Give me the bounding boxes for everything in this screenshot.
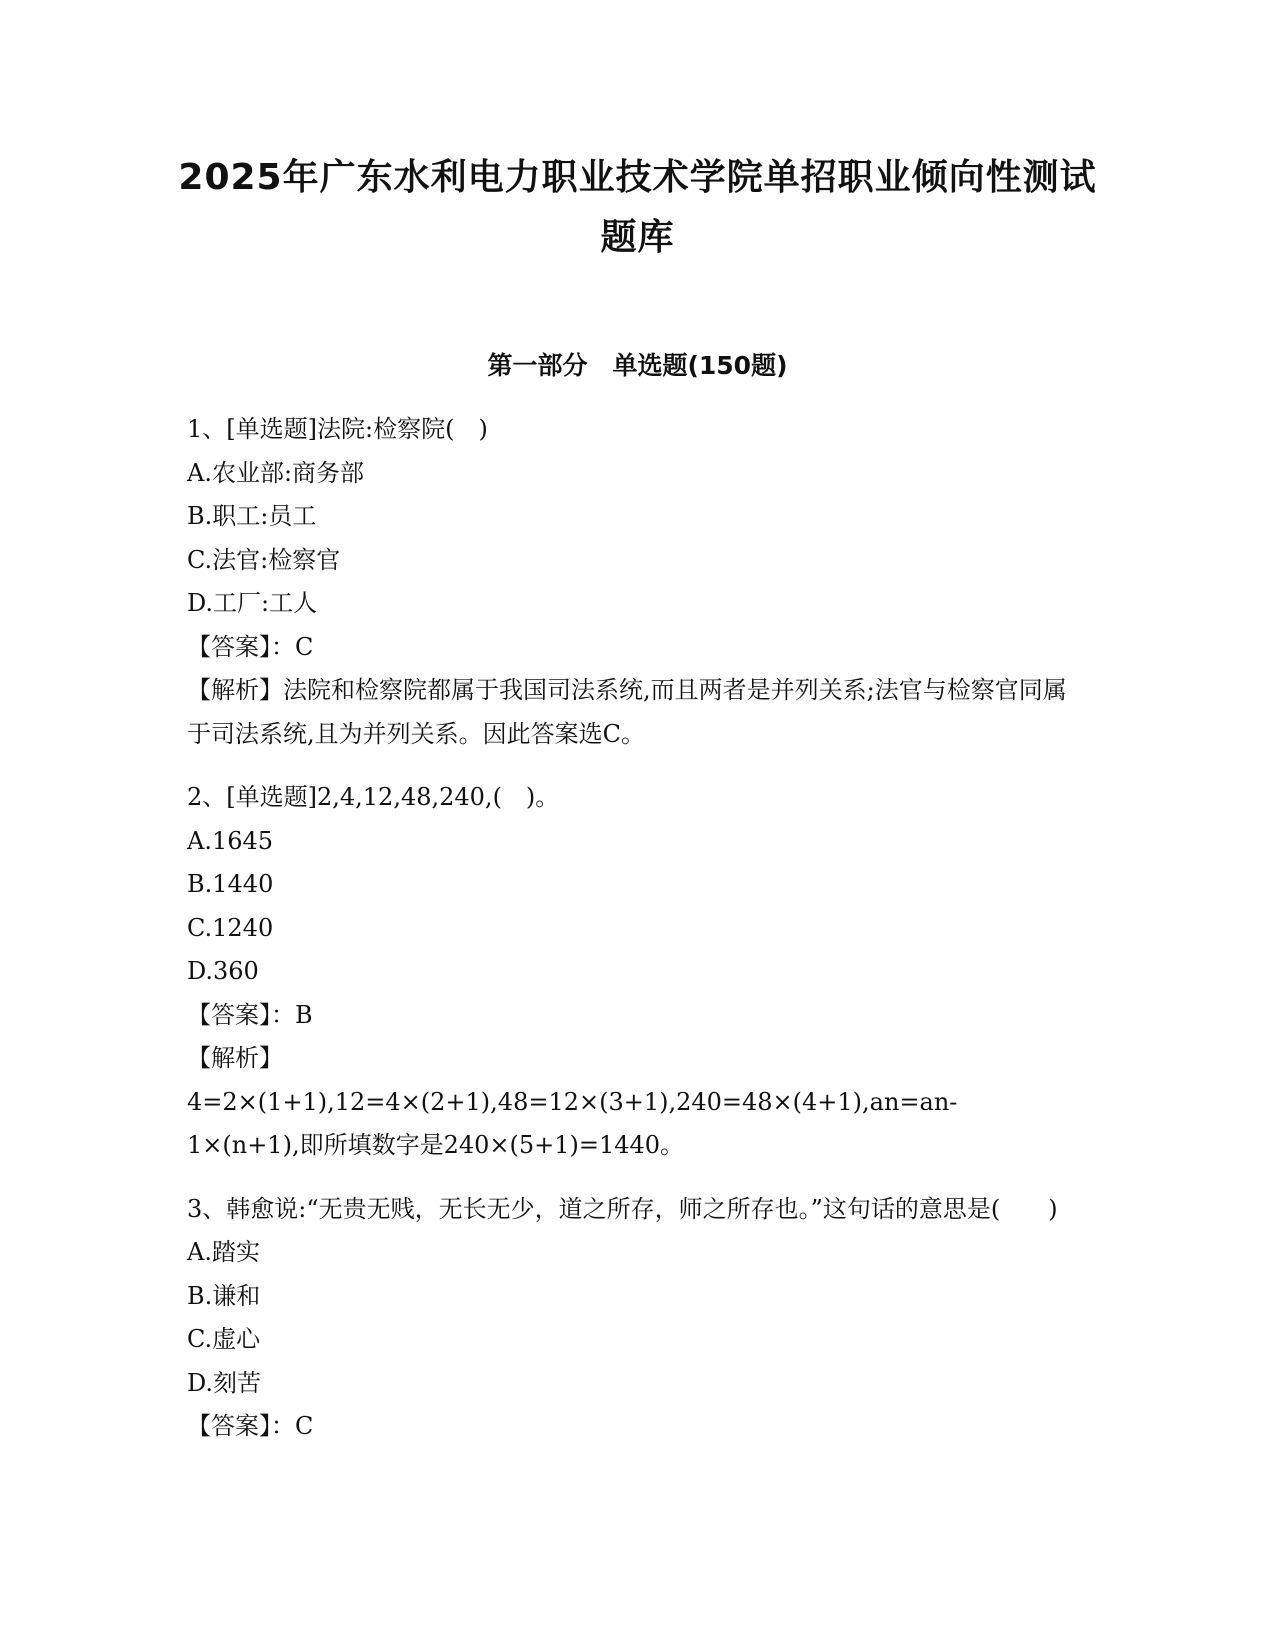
question-list bbox=[187, 408, 1067, 1469]
explanation-label: 【解析】 bbox=[187, 676, 283, 704]
question-1 bbox=[187, 408, 1067, 756]
section-title: 第一部分 单选题(150题) bbox=[487, 351, 788, 380]
question-stem: 3、韩愈说:“无贵无贱，无长无少，道之所存，师之所存也。”这句话的意思是( ) bbox=[187, 1194, 1058, 1223]
option-a: A.1645 bbox=[187, 826, 274, 855]
option-c: C.法官:检察官 bbox=[187, 545, 341, 574]
answer: 【答案】：C bbox=[187, 632, 314, 661]
explanation-text: 4=2×(1+1),12=4×(2+1),48=12×(3+1),240=48×(4+1),an=an-1×(n+1),即所填数字是240×(5+1)=1440。 bbox=[187, 1087, 958, 1159]
explanation-text: 法院和检察院都属于我国司法系统,而且两者是并列关系;法官与检察官同属于司法系统,且为并列关系。因此答案选C。 bbox=[187, 676, 1067, 748]
question-3 bbox=[187, 1188, 1067, 1449]
explanation-label: 【解析】 bbox=[187, 1044, 283, 1072]
option-d: D.工厂:工人 bbox=[187, 589, 318, 617]
option-b: B.谦和 bbox=[187, 1281, 261, 1310]
option-b: B.1440 bbox=[187, 870, 274, 898]
option-c: C.虚心 bbox=[187, 1325, 261, 1353]
answer: 【答案】：B bbox=[187, 1000, 313, 1029]
option-d: D.刻苦 bbox=[187, 1368, 262, 1397]
question-stem: 1、[单选题]法院:检察院( ) bbox=[187, 415, 488, 443]
document-title: 2025年广东水利电力职业技术学院单招职业倾向性测试题库 bbox=[178, 157, 1097, 258]
question-stem: 2、[单选题]2,4,12,48,240,( )。 bbox=[187, 783, 560, 811]
question-2 bbox=[187, 776, 1067, 1168]
answer: 【答案】：C bbox=[187, 1412, 314, 1440]
explanation bbox=[187, 669, 1067, 756]
option-a: A.踏实 bbox=[187, 1238, 260, 1266]
option-b: B.职工:员工 bbox=[187, 502, 317, 530]
option-c: C.1240 bbox=[187, 913, 274, 942]
option-a: A.农业部:商务部 bbox=[187, 458, 365, 487]
option-d: D.360 bbox=[187, 957, 259, 985]
